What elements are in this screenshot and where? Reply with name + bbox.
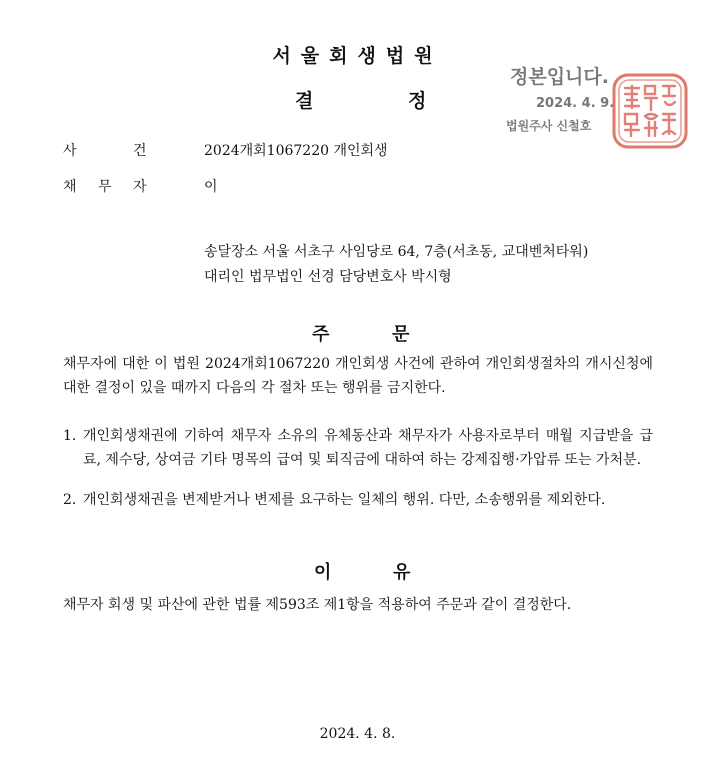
case-label-char-2: 건 [133, 143, 147, 159]
document-type-char-2: 정 [408, 90, 427, 112]
order-heading-char-2: 문 [392, 324, 410, 345]
debtor-label-char-1: 채 [63, 179, 77, 195]
court-seal-icon [611, 72, 689, 150]
order-item-2 [63, 488, 653, 512]
document-type-char-1: 결 [295, 90, 314, 112]
service-address: 송달장소 서울 서초구 사임당로 64, 7층(서초동, 교대벤처타워) [204, 244, 589, 260]
order-item-text: 개인회생채권을 변제받거나 변제를 요구하는 일체의 행위. 다만, 소송행위를 제외한다. [83, 492, 606, 508]
case-number: 2024개회1067220 개인회생 [204, 143, 388, 159]
order-heading-char-1: 주 [312, 324, 330, 345]
reason-text: 채무자 회생 및 파산에 관한 법률 제593조 제1항을 적용하여 주문과 같이 결정한다. [63, 597, 572, 613]
order-item-text: 개인회생채권에 기하여 채무자 소유의 유체동산과 채무자가 사용자로부터 매월 지급받을 급료, 제수당, 상여금 기타 명목의 급여 및 퇴직금에 대하여 하는 강제집행·가압류 또는 가처분. [83, 428, 653, 468]
certification-date: 2024. 4. 9. [536, 96, 615, 111]
debtor-label-char-2: 무 [98, 179, 112, 195]
case-label-char-1: 사 [63, 143, 77, 159]
order-item-number: 1. [63, 428, 77, 444]
debtor-label-char-3: 자 [133, 179, 147, 195]
certification-officer: 법원주사 신철호 [506, 119, 592, 133]
reason-heading-char-1: 이 [314, 562, 332, 583]
court-name: 서울회생법원 [272, 45, 443, 67]
reason-heading-char-2: 유 [393, 562, 411, 583]
order-item-number: 2. [63, 492, 77, 508]
certified-copy-stamp: 정본입니다. [510, 66, 609, 88]
order-text: 채무자에 대한 이 법원 2024개회1067220 개인회생 사건에 관하여 개인회생절차의 개시신청에 대한 결정이 있을 때까지 다음의 각 절차 또는 행위를 금지한다. [63, 356, 653, 396]
decision-date: 2024. 4. 8. [319, 726, 396, 742]
order-item-1 [63, 424, 653, 472]
debtor-name: 이 [204, 179, 218, 195]
legal-agent: 대리인 법무법인 선경 담당변호사 박시형 [204, 269, 452, 285]
